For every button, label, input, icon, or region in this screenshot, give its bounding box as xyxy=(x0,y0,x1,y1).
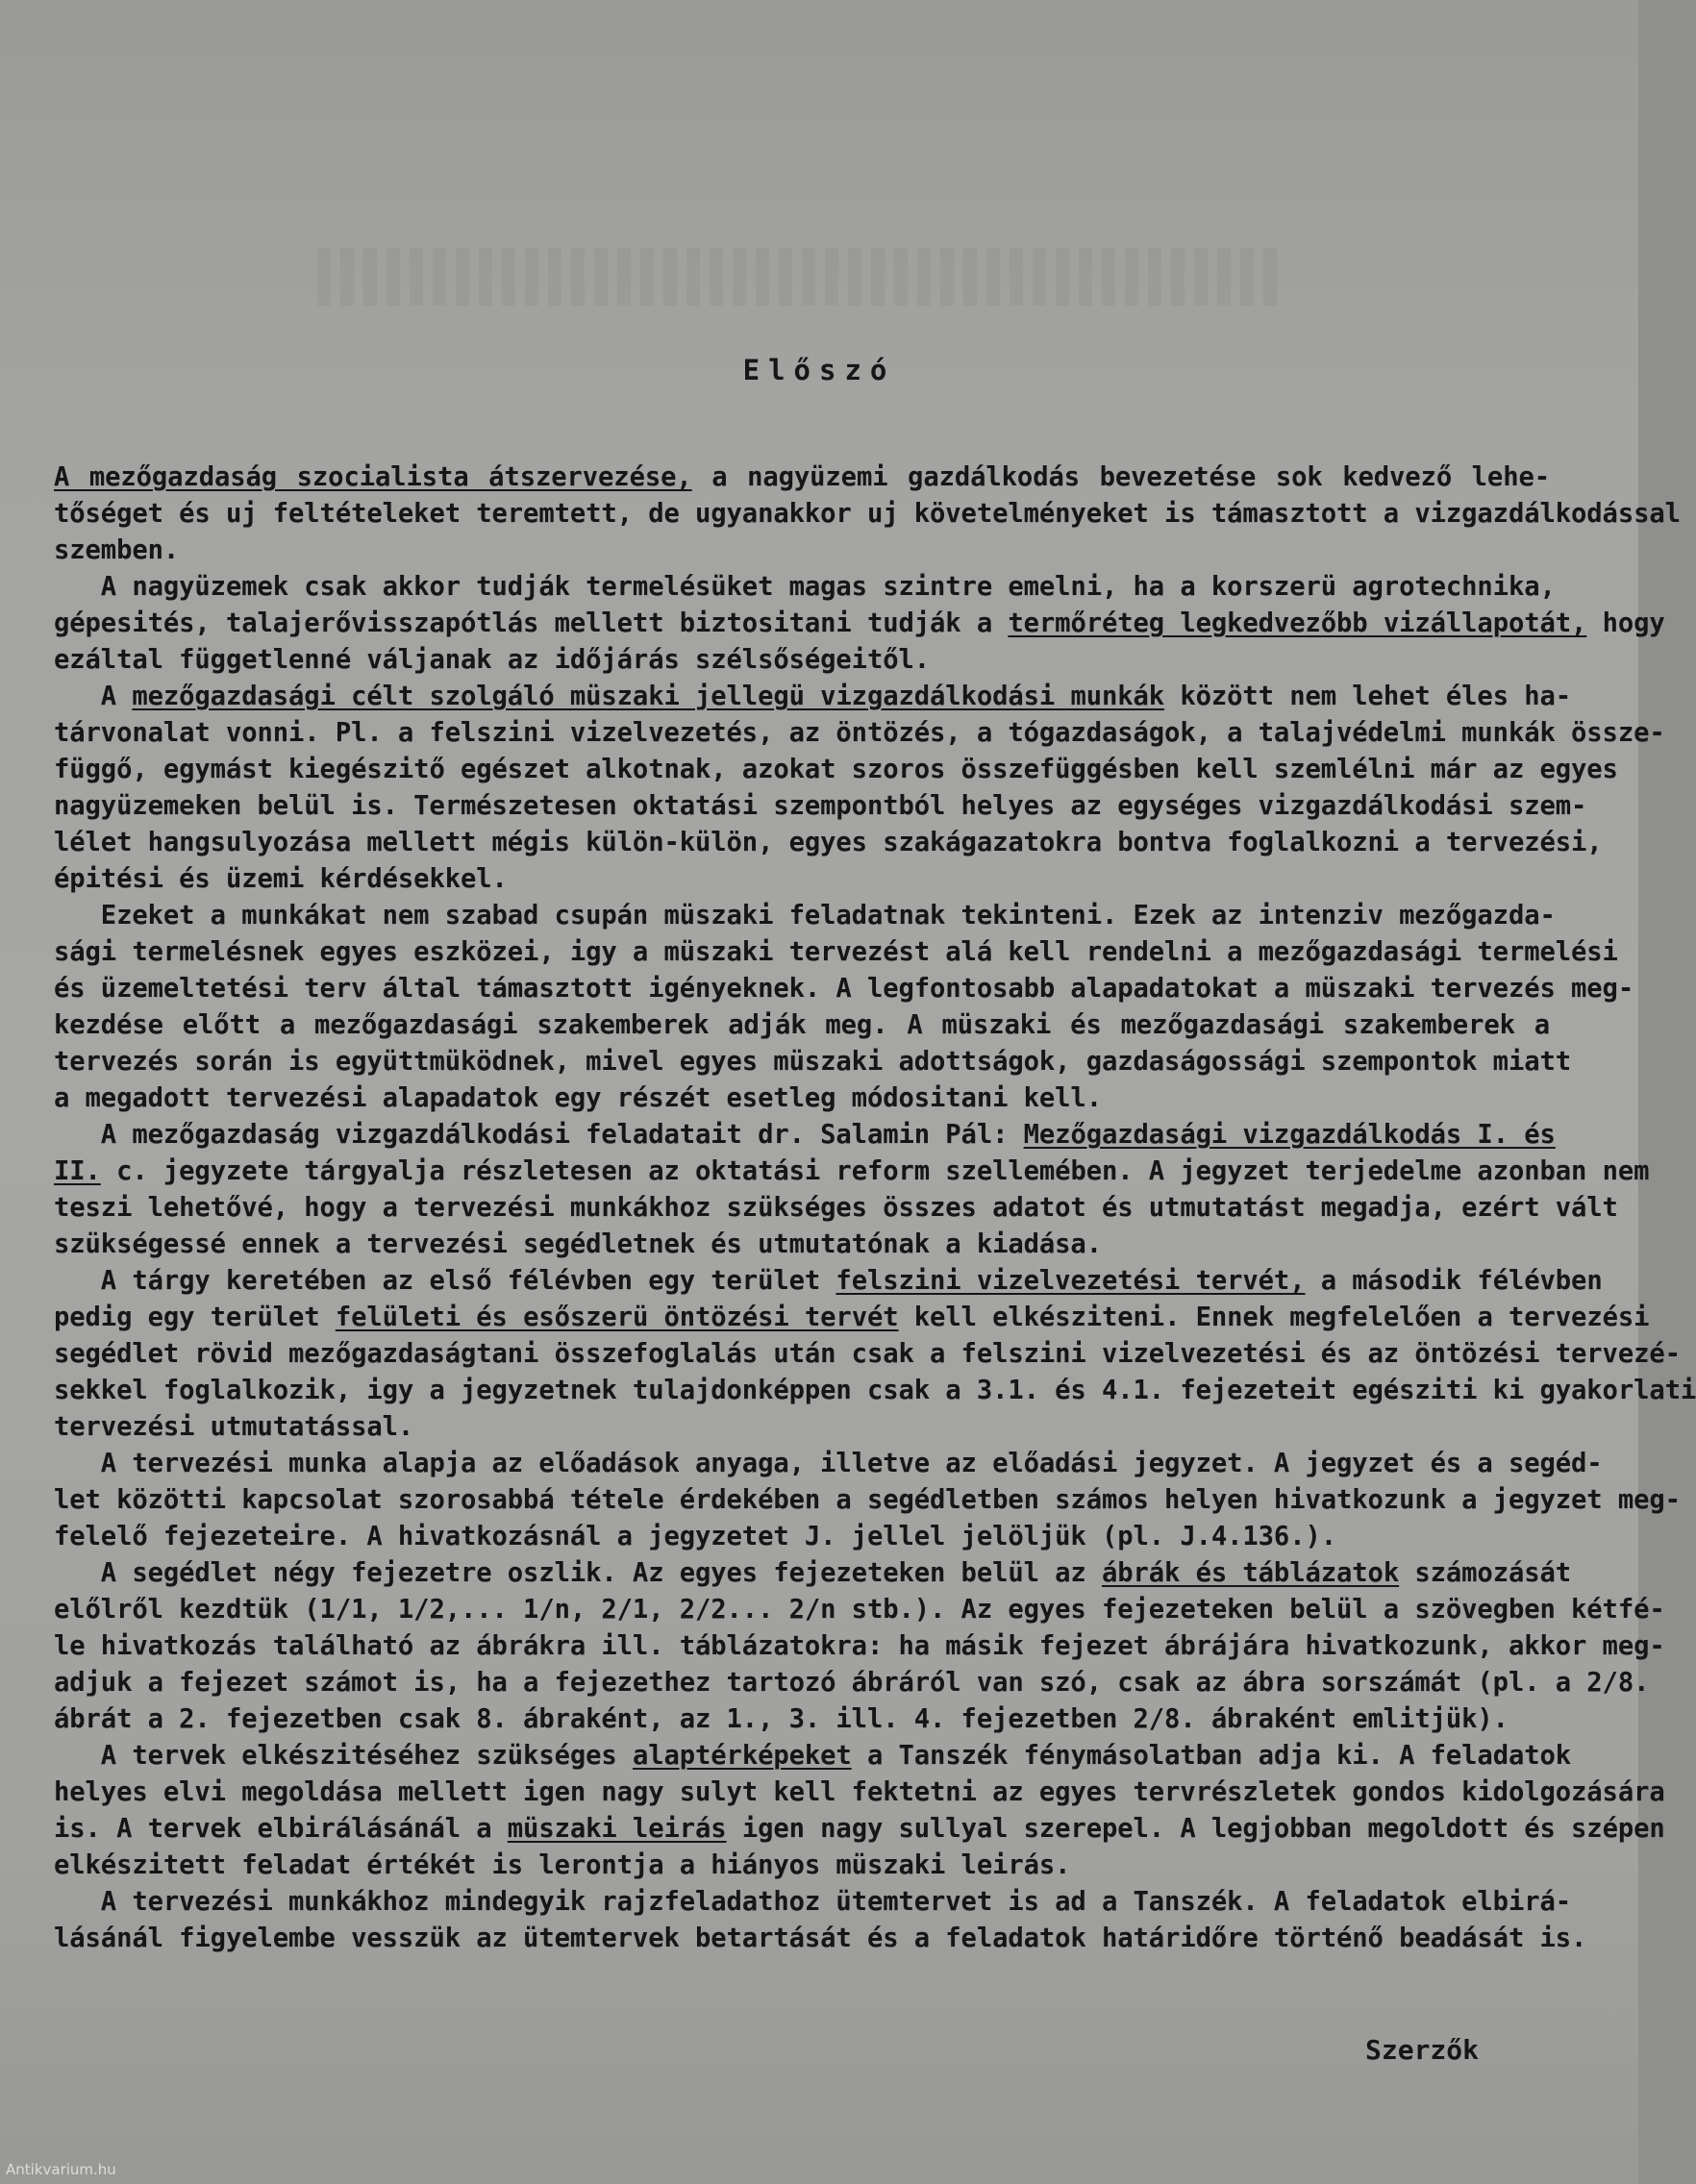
text-segment: A tervezési munka alapja az előadások anyaga, illetve az előadási jegyzet. A jegyzet és a segéd- xyxy=(54,1449,1603,1478)
text-line xyxy=(54,1482,1681,1519)
text-segment: és üzemeltetési terv által támasztott igényeknek. A legfontosabb alapadatokat a müszaki tervezés meg- xyxy=(54,974,1634,1004)
text-line xyxy=(54,1409,1550,1446)
text-line xyxy=(54,752,1618,788)
text-line xyxy=(54,825,1603,861)
text-line xyxy=(54,1117,1556,1154)
text-segment: c. jegyzete tárgyalja részletesen az oktatási reform szellemében. A jegyzet terjedelme azonban nem xyxy=(100,1156,1650,1186)
text-line xyxy=(54,1080,1550,1117)
text-segment: A xyxy=(54,682,133,711)
underlined-phrase: II. xyxy=(54,1156,101,1186)
text-segment: elkészitett feladat értékét is lerontja a hiányos müszaki leirás. xyxy=(54,1850,1071,1880)
text-segment: sekkel foglalkozik, igy a jegyzetnek tulajdonképpen csak a 3.1. és 4.1. fejezeteit egésziti ki gyakorlati xyxy=(54,1376,1696,1405)
text-segment: gépesités, talajerővisszapótlás mellett biztositani tudják a xyxy=(54,608,1009,638)
underlined-phrase: alaptérképeket xyxy=(632,1741,852,1771)
text-segment: nagyüzemeken belül is. Természetesen oktatási szempontból helyes az egységes vizgazdálkodási szem- xyxy=(54,791,1587,821)
text-segment: tervezési utmutatással. xyxy=(54,1412,414,1442)
underlined-phrase: ábrák és táblázatok xyxy=(1101,1558,1400,1588)
text-segment: felelő fejezeteire. A hivatkozásnál a jegyzetet J. jellel jelöljük (pl. J.4.136.). xyxy=(54,1522,1336,1551)
text-segment: Ezeket a munkákat nem szabad csupán müszaki feladatnak tekinteni. Ezek az intenziv mezőgazda- xyxy=(54,901,1556,931)
text-line xyxy=(54,1738,1572,1774)
text-segment: A segédlet négy fejezetre oszlik. Az egyes fejezeteken belül az xyxy=(54,1558,1102,1588)
text-segment: hogy xyxy=(1586,608,1665,638)
text-line xyxy=(54,1190,1618,1227)
text-segment: lásánál figyelembe vesszük az ütemtervek betartását és a feladatok határidőre történő beadását is. xyxy=(54,1923,1587,1953)
text-line xyxy=(54,642,1550,679)
text-segment: A tárgy keretében az első félévben egy terület xyxy=(54,1266,836,1296)
text-line xyxy=(54,1154,1650,1190)
text-segment: kezdése előtt a mezőgazdasági szakemberek adják meg. A müszaki és mezőgazdasági szakemberek a xyxy=(54,1010,1550,1040)
underlined-phrase: felületi és esőszerü öntözési tervét xyxy=(335,1303,899,1332)
text-line xyxy=(54,1921,1587,1957)
text-line xyxy=(54,861,1550,898)
text-line xyxy=(54,1227,1550,1263)
text-segment: pedig egy terület xyxy=(54,1303,336,1332)
text-segment: ábrát a 2. fejezetben csak 8. ábraként, az 1., 3. ill. 4. fejezetben 2/8. ábraként emlitjük). xyxy=(54,1704,1509,1734)
text-line xyxy=(54,1592,1665,1628)
text-segment: a megadott tervezési alapadatok egy részét esetleg módositani kell. xyxy=(54,1083,1102,1113)
text-line xyxy=(54,1628,1665,1665)
text-segment: A tervezési munkákhoz mindegyik rajzfeladathoz ütemtervet is ad a Tanszék. A feladatok elbirá- xyxy=(54,1887,1572,1917)
text-segment: a második félévben xyxy=(1305,1266,1603,1296)
text-segment: is. A tervek elbirálásánál a xyxy=(54,1814,508,1844)
text-segment: a nagyüzemi gazdálkodás bevezetése sok kedvező lehe- xyxy=(691,462,1551,492)
text-line xyxy=(54,788,1587,825)
text-line xyxy=(54,715,1665,752)
text-segment: tőséget és uj feltételeket teremtett, de ugyanakkor uj követelményeket is támasztott a vizgazdálkodással xyxy=(54,499,1681,529)
text-line xyxy=(54,496,1681,533)
text-line xyxy=(54,971,1634,1007)
page-title: Előszó xyxy=(742,354,896,386)
text-segment: segédlet rövid mezőgazdaságtani összefoglalás után csak a felszini vizelvezetési és az öntözési tervezé- xyxy=(54,1339,1681,1369)
underlined-phrase: Mezőgazdasági vizgazdálkodás I. és xyxy=(1023,1120,1556,1150)
text-line xyxy=(54,934,1618,971)
text-segment: a Tanszék fénymásolatban adja ki. A feladatok xyxy=(851,1741,1572,1771)
text-line xyxy=(54,1774,1665,1811)
text-line xyxy=(54,1555,1572,1592)
text-segment: kell elkésziteni. Ennek megfelelően a tervezési xyxy=(898,1303,1650,1332)
text-segment: épitési és üzemi kérdésekkel. xyxy=(54,864,508,894)
text-segment: igen nagy sullyal szerepel. A legjobban megoldott és szépen xyxy=(726,1814,1665,1844)
text-line xyxy=(54,1811,1665,1848)
text-line xyxy=(54,533,1550,569)
text-segment: függő, egymást kiegészitő egészet alkotnak, azokat szoros összefüggésben kell szemlélni már az egyes xyxy=(54,755,1618,784)
text-segment: tárvonalat vonni. Pl. a felszini vizelvezetés, az öntözés, a tógazdaságok, a talajvédelmi munkák össze- xyxy=(54,718,1665,748)
text-segment: le hivatkozás található az ábrákra ill. táblázatokra: ha másik fejezet ábrájára hivatkozunk, akkor meg- xyxy=(54,1631,1665,1661)
text-segment: szemben. xyxy=(54,535,180,565)
text-line xyxy=(54,1300,1650,1336)
text-line xyxy=(54,1665,1650,1701)
underlined-phrase: felszini vizelvezetési tervét, xyxy=(836,1266,1306,1296)
text-segment: lélet hangsulyozása mellett mégis külön-külön, egyes szakágazatokra bontva foglalkozni a tervezési, xyxy=(54,828,1603,857)
text-segment: teszi lehetővé, hogy a tervezési munkákhoz szükséges összes adatot és utmutatást megadja, ezért vált xyxy=(54,1193,1618,1223)
underlined-phrase: A mezőgazdaság szocialista átszervezése, xyxy=(54,462,692,492)
text-line xyxy=(54,1044,1572,1080)
text-line xyxy=(54,1263,1603,1300)
text-line xyxy=(54,1519,1550,1555)
text-segment: előlről kezdtük (1/1, 1/2,... 1/n, 2/1, 2/2... 2/n stb.). Az egyes fejezeteken belül a szövegben kétfé- xyxy=(54,1595,1665,1625)
text-segment: sági termelésnek egyes eszközei, igy a müszaki tervezést alá kell rendelni a mezőgazdasági termelési xyxy=(54,937,1618,967)
text-line xyxy=(54,606,1665,642)
text-segment: tervezés során is együttmüködnek, mivel egyes müszaki adottságok, gazdaságossági szempontok miatt xyxy=(54,1047,1572,1077)
text-segment: számozását xyxy=(1399,1558,1572,1588)
text-line xyxy=(54,1884,1572,1921)
underlined-phrase: mezőgazdasági célt szolgáló müszaki jellegü vizgazdálkodási munkák xyxy=(132,682,1165,711)
text-segment: szükségessé ennek a tervezési segédletnek és utmutatónak a kiadása. xyxy=(54,1229,1102,1259)
underlined-phrase: müszaki leirás xyxy=(507,1814,727,1844)
watermark: Antikvarium.hu xyxy=(6,2161,116,2178)
text-segment: adjuk a fejezet számot is, ha a fejezethez tartozó ábráról van szó, csak az ábra sorszámát (pl. a 2/8. xyxy=(54,1668,1650,1698)
signature: Szerzők xyxy=(1365,2034,1480,2066)
text-segment: között nem lehet éles ha- xyxy=(1164,682,1572,711)
text-segment: let közötti kapcsolat szorosabbá tétele érdekében a segédletben számos helyen hivatkozunk a jegyzet meg- xyxy=(54,1485,1681,1515)
text-line xyxy=(54,1336,1681,1373)
text-line xyxy=(54,1701,1550,1738)
text-segment: A mezőgazdaság vizgazdálkodási feladatait dr. Salamin Pál: xyxy=(54,1120,1024,1150)
text-segment: A tervek elkészitéséhez szükséges xyxy=(54,1741,633,1771)
text-line xyxy=(54,1373,1696,1409)
faded-background-text xyxy=(317,248,1279,306)
text-line xyxy=(54,459,1550,496)
text-segment: ezáltal függetlenné váljanak az időjárás szélsőségeitől. xyxy=(54,645,931,675)
text-segment: A nagyüzemek csak akkor tudják termelésüket magas szintre emelni, ha a korszerü agrotechnika, xyxy=(54,572,1556,602)
underlined-phrase: termőréteg legkedvezőbb vizállapotát, xyxy=(1008,608,1587,638)
text-line xyxy=(54,679,1572,715)
text-segment: helyes elvi megoldása mellett igen nagy sulyt kell fektetni az egyes tervrészletek gondos kidolgozására xyxy=(54,1777,1665,1807)
text-line xyxy=(54,1848,1550,1884)
text-line xyxy=(54,898,1556,934)
text-line xyxy=(54,569,1556,606)
text-line xyxy=(54,1007,1550,1044)
text-line xyxy=(54,1446,1603,1482)
document-body xyxy=(54,459,1696,1957)
